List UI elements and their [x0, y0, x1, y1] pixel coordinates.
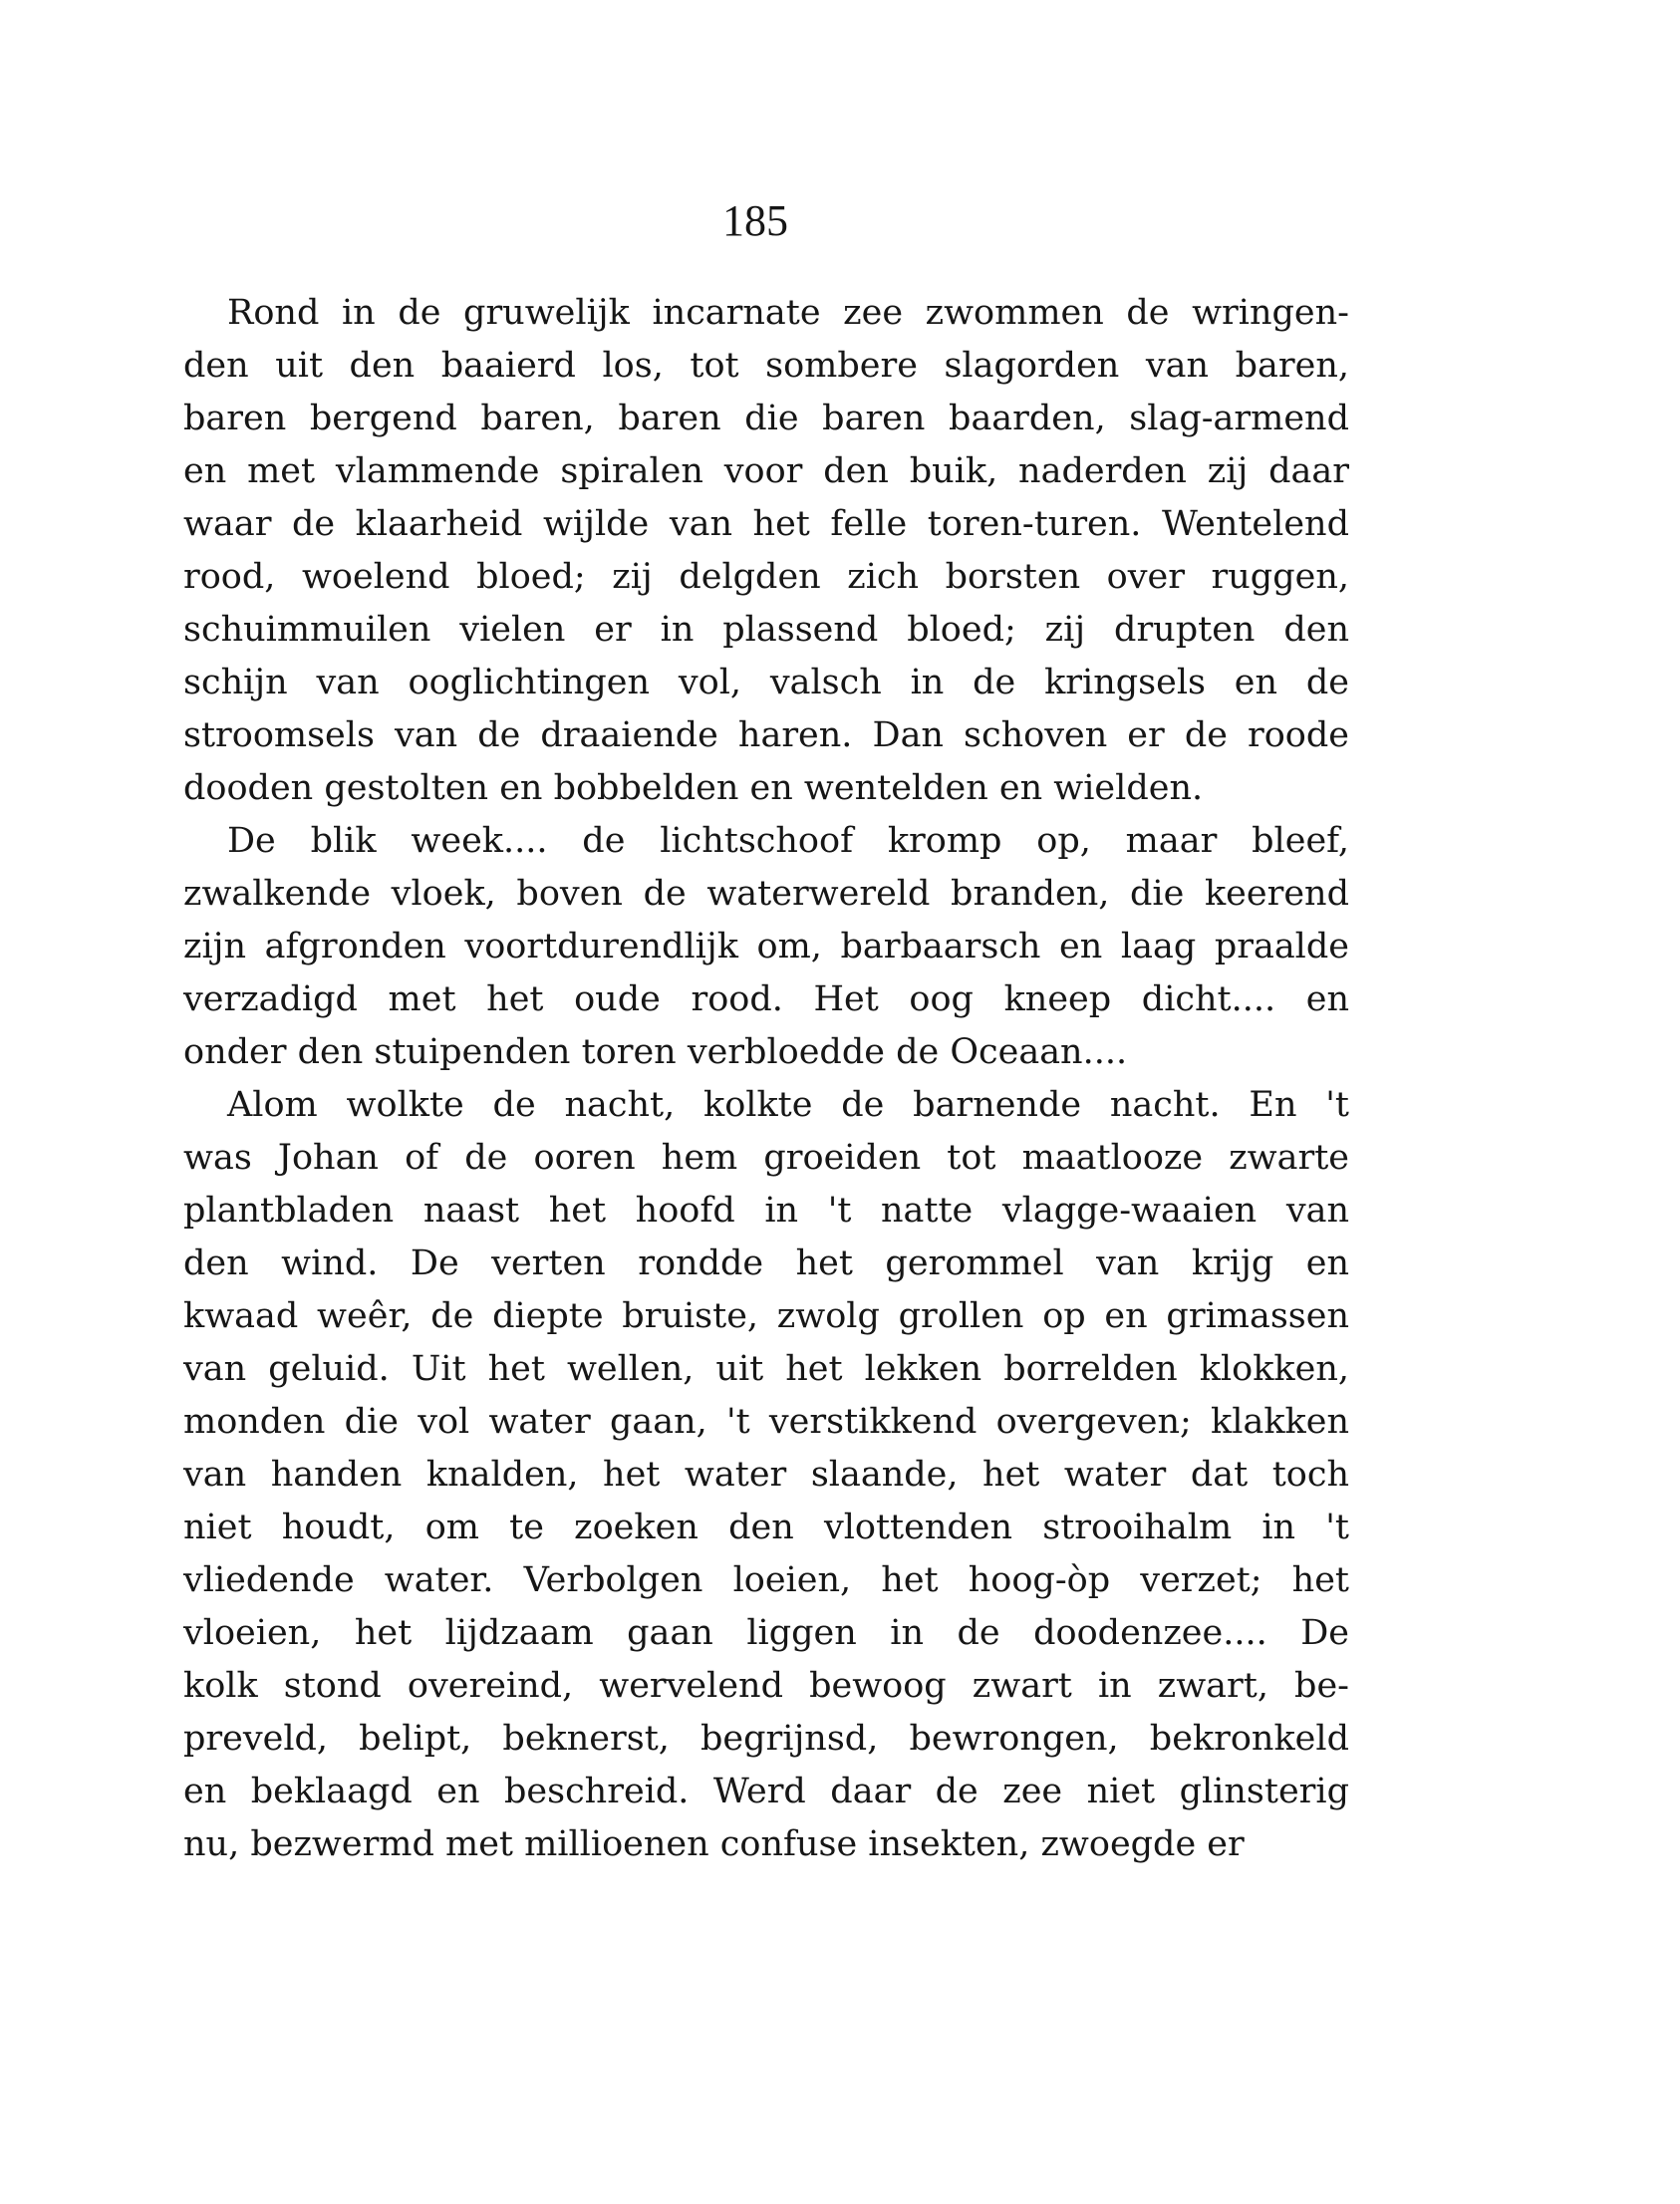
text-line: nu, bezwermd met millioenen confuse insekten, zwoegde er [183, 1824, 1245, 1864]
text-line: en beklaagd en beschreid. Werd daar de zee niet glinsterig [183, 1772, 1349, 1811]
text-line: kolk stond overeind, wervelend bewoog zwart in zwart, be- [183, 1666, 1349, 1706]
text-line: schuimmuilen vielen er in plassend bloed; zij drupten den [183, 610, 1349, 650]
text-line: waar de klaarheid wijlde van het felle toren-turen. Wentelend [183, 504, 1349, 544]
text-line: Alom wolkte de nacht, kolkte de barnende nacht. En 't [227, 1085, 1349, 1125]
text-line: plantbladen naast het hoofd in 't natte vlagge-waaien van [183, 1191, 1349, 1231]
paragraph [183, 287, 1349, 815]
text-line: van handen knalden, het water slaande, het water dat toch [183, 1455, 1349, 1495]
paragraph [183, 1079, 1349, 1871]
text-line: zwalkende vloek, boven de waterwereld branden, die keerend [183, 874, 1349, 914]
text-line: baren bergend baren, baren die baren baarden, slag-armend [183, 399, 1349, 438]
text-line: was Johan of de ooren hem groeiden tot maatlooze zwarte [183, 1138, 1349, 1178]
text-line: van geluid. Uit het wellen, uit het lekken borrelden klokken, [183, 1349, 1349, 1389]
text-line: niet houdt, om te zoeken den vlottenden strooihalm in 't [183, 1508, 1349, 1547]
page-number: 185 [722, 196, 788, 245]
text-line: rood, woelend bloed; zij delgden zich borsten over ruggen, [183, 557, 1349, 597]
text-line: zijn afgronden voortdurendlijk om, barbaarsch en laag praalde [183, 927, 1349, 966]
paragraph [183, 815, 1349, 1079]
text-line: dooden gestolten en bobbelden en wentelden en wielden. [183, 768, 1204, 808]
text-line: preveld, belipt, beknerst, begrijnsd, bewrongen, bekronkeld [183, 1719, 1349, 1759]
body-text [183, 287, 1349, 1871]
text-line: stroomsels van de draaiende haren. Dan schoven er de roode [183, 715, 1349, 755]
text-line: verzadigd met het oude rood. Het oog kneep dicht.... en [183, 979, 1349, 1019]
text-line: schijn van ooglichtingen vol, valsch in de kringsels en de [183, 663, 1349, 702]
text-line: monden die vol water gaan, 't verstikkend overgeven; klakken [183, 1402, 1349, 1442]
text-line: den uit den baaierd los, tot sombere slagorden van baren, [183, 346, 1349, 386]
text-line: onder den stuipenden toren verbloedde de Oceaan.... [183, 1032, 1128, 1072]
text-line: Rond in de gruwelijk incarnate zee zwommen de wringen- [227, 293, 1349, 333]
text-line: vliedende water. Verbolgen loeien, het hoog-òp verzet; het [183, 1560, 1349, 1600]
text-line: De blik week.... de lichtschoof kromp op, maar bleef, [227, 821, 1349, 861]
text-line: den wind. De verten rondde het gerommel van krijg en [183, 1243, 1349, 1283]
text-line: en met vlammende spiralen voor den buik, naderden zij daar [183, 451, 1349, 491]
text-line: vloeien, het lijdzaam gaan liggen in de doodenzee.... De [183, 1613, 1349, 1653]
text-line: kwaad weêr, de diepte bruiste, zwolg grollen op en grimassen [183, 1296, 1349, 1336]
